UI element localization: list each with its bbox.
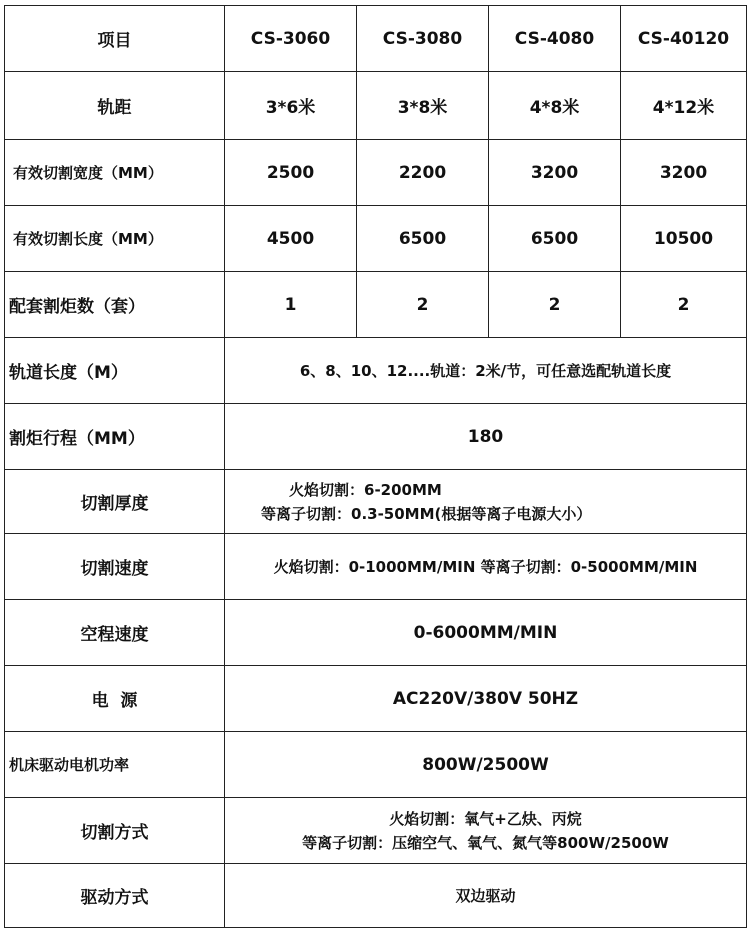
table-cell: 3*6米 — [225, 72, 357, 140]
spec-line: 等离子切割：压缩空气、氧气、氮气等800W/2500W — [302, 833, 669, 852]
cut-width-row — [5, 140, 747, 206]
table-cell: 3200 — [489, 140, 621, 206]
torch-stroke-row — [5, 404, 747, 470]
spec-value — [225, 534, 747, 600]
row-label: 驱动方式 — [5, 864, 225, 928]
table-cell: 3200 — [621, 140, 747, 206]
spec-value — [225, 666, 747, 732]
spec-value — [225, 732, 747, 798]
table-cell: 2500 — [225, 140, 357, 206]
row-label: 有效切割宽度（MM） — [5, 140, 225, 206]
row-label: 割炬行程（MM） — [5, 404, 225, 470]
motor-power-row — [5, 732, 747, 798]
cut-length-row — [5, 206, 747, 272]
model-header-cell: CS-3060 — [225, 6, 357, 72]
table-cell: 6500 — [357, 206, 489, 272]
table-cell: 2200 — [357, 140, 489, 206]
row-label: 机床驱动电机功率 — [5, 732, 225, 798]
spec-line: 双边驱动 — [455, 886, 516, 905]
torch-count-row — [5, 272, 747, 338]
row-label: 切割厚度 — [5, 470, 225, 534]
model-header-cell: CS-3080 — [357, 6, 489, 72]
table-cell: 2 — [357, 272, 489, 338]
track-gauge-row — [5, 72, 747, 140]
spec-value — [225, 338, 747, 404]
table-cell: 4*8米 — [489, 72, 621, 140]
table-cell: 2 — [489, 272, 621, 338]
table-cell: 4500 — [225, 206, 357, 272]
header-row — [5, 6, 747, 72]
table-cell: 10500 — [621, 206, 747, 272]
spec-line: 800W/2500W — [422, 754, 549, 775]
row-label: 切割速度 — [5, 534, 225, 600]
spec-line: 180 — [467, 426, 504, 447]
table-cell: 3*8米 — [357, 72, 489, 140]
row-label: 电 源 — [5, 666, 225, 732]
row-label: 切割方式 — [5, 798, 225, 864]
spec-line: 火焰切割：氧气+乙炔、丙烷 — [389, 809, 582, 828]
row-label: 配套割炬数（套） — [5, 272, 225, 338]
row-label: 有效切割长度（MM） — [5, 206, 225, 272]
idle-speed-row — [5, 600, 747, 666]
power-supply-row — [5, 666, 747, 732]
spec-value — [225, 404, 747, 470]
spec-line: 6、8、10、12....轨道：2米/节，可任意选配轨道长度 — [299, 361, 672, 380]
spec-line: 0-6000MM/MIN — [413, 622, 558, 643]
row-label: 轨道长度（M） — [5, 338, 225, 404]
row-label: 轨距 — [5, 72, 225, 140]
spec-value — [225, 798, 747, 864]
spec-table — [4, 5, 747, 928]
spec-line: 火焰切割：0-1000MM/MIN 等离子切割：0-5000MM/MIN — [273, 557, 698, 576]
cut-method-row — [5, 798, 747, 864]
spec-value — [225, 864, 747, 928]
row-label: 空程速度 — [5, 600, 225, 666]
table-cell: 1 — [225, 272, 357, 338]
model-header-cell: CS-40120 — [621, 6, 747, 72]
spec-line: 等离子切割：0.3-50MM(根据等离子电源大小） — [261, 504, 592, 523]
spec-value — [225, 600, 747, 666]
table-cell: 2 — [621, 272, 747, 338]
table-cell: 4*12米 — [621, 72, 747, 140]
header-label: 项目 — [5, 6, 225, 72]
track-length-row — [5, 338, 747, 404]
drive-method-row — [5, 864, 747, 928]
spec-line: 火焰切割：6-200MM — [289, 480, 442, 499]
table-cell: 6500 — [489, 206, 621, 272]
spec-line: AC220V/380V 50HZ — [392, 688, 579, 709]
cut-speed-row — [5, 534, 747, 600]
model-header-cell: CS-4080 — [489, 6, 621, 72]
cut-thickness-row — [5, 470, 747, 534]
spec-value — [225, 470, 747, 534]
